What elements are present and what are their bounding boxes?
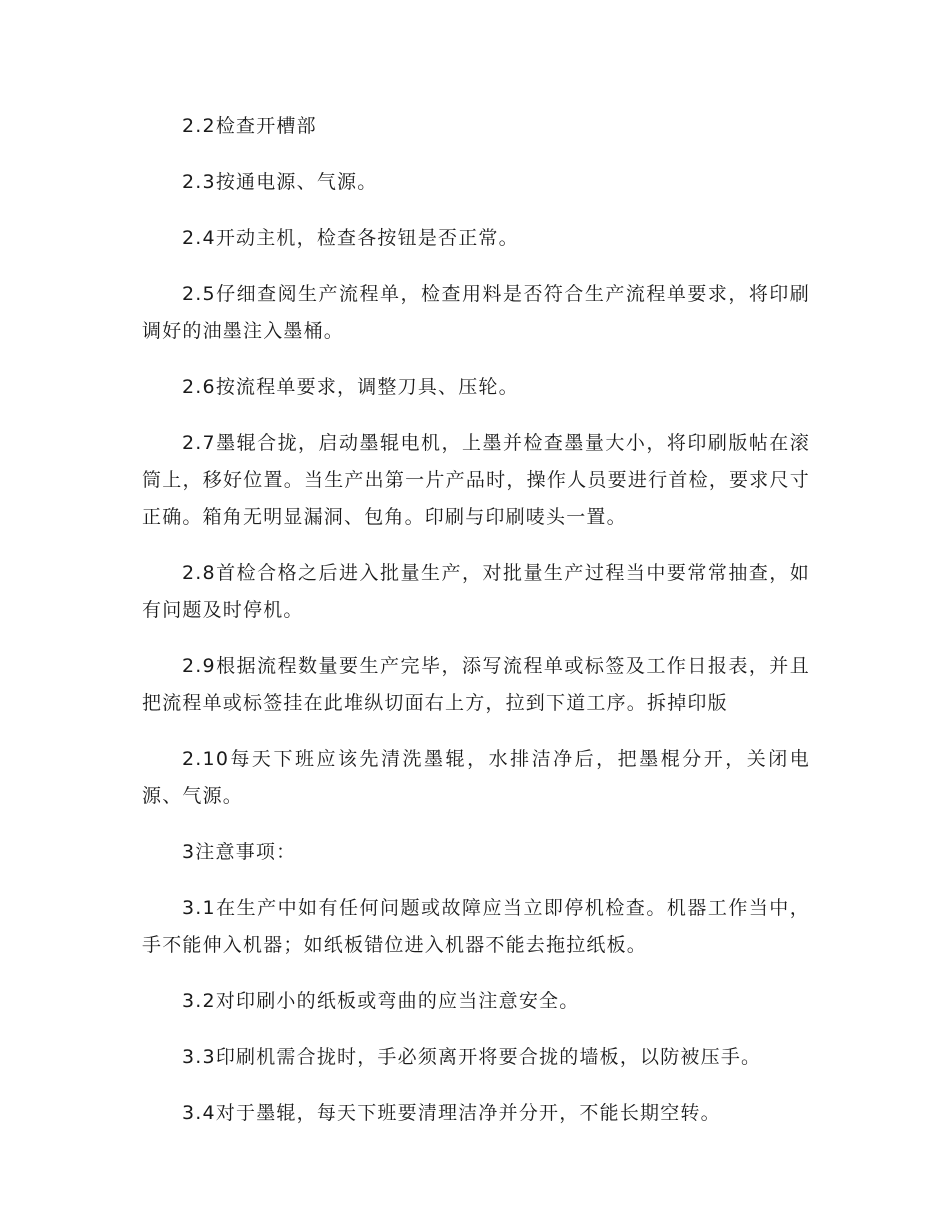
paragraph-2-6: 2.6按流程单要求，调整刀具、压轮。	[182, 376, 519, 398]
paragraph-3-2: 3.2对印刷小的纸板或弯曲的应当注意安全。	[182, 990, 580, 1012]
paragraph-2-9: 2.9根据流程数量要生产完毕，添写流程单或标签及工作日报表，并且把流程单或标签挂在此堆纵切面右上方，拉到下道工序。拆掉印版	[142, 655, 810, 714]
section-heading-precautions: 3注意事项：	[182, 841, 297, 863]
paragraph-2-3: 2.3按通电源、气源。	[182, 171, 378, 193]
document-body	[142, 108, 810, 1151]
paragraph-3-3: 3.3印刷机需合拢时，手必须离开将要合拢的墙板，以防被压手。	[182, 1046, 762, 1068]
paragraph-2-7: 2.7墨辊合拢，启动墨辊电机，上墨并检查墨量大小，将印刷版帖在滚筒上，移好位置。当生产出第一片产品时，操作人员要进行首检，要求尺寸正确。箱角无明显漏洞、包角。印刷与印刷唛头一置。	[142, 432, 810, 528]
paragraph-2-10: 2.10每天下班应该先清洗墨辊，水排洁净后，把墨棍分开，关闭电源、气源。	[142, 748, 810, 807]
paragraph-2-5: 2.5仔细查阅生产流程单，检查用料是否符合生产流程单要求，将印刷调好的油墨注入墨桶。	[142, 283, 810, 342]
paragraph-2-4: 2.4开动主机，检查各按钮是否正常。	[182, 227, 519, 249]
paragraph-3-4: 3.4对于墨辊，每天下班要清理洁净并分开，不能长期空转。	[182, 1102, 721, 1124]
paragraph-2-8: 2.8首检合格之后进入批量生产，对批量生产过程当中要常常抽查，如有问题及时停机。	[142, 562, 810, 621]
paragraph-2-2: 2.2检查开槽部	[182, 115, 317, 137]
paragraph-3-1: 3.1在生产中如有任何问题或故障应当立即停机检查。机器工作当中，手不能伸入机器；如纸板错位进入机器不能去拖拉纸板。	[142, 897, 810, 956]
